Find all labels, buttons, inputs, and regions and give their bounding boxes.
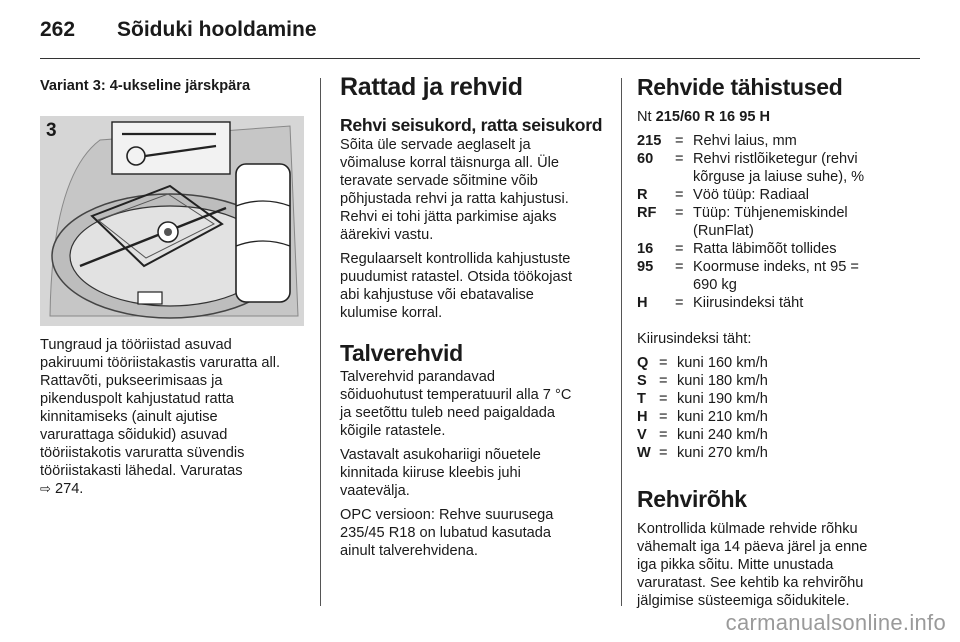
paragraph: [340, 136, 610, 244]
tool-kit-illustration: [40, 116, 304, 326]
equals-sign: =: [659, 391, 668, 407]
reference-arrow-icon: ⇨: [40, 481, 51, 496]
page-number: 262: [40, 18, 76, 41]
equals-sign: =: [675, 259, 684, 275]
text-line: tööriistakasti lähedal. Varuratas: [40, 463, 243, 479]
designation-row: [637, 150, 907, 186]
designation-meaning: Koormuse indeks, nt 95 = 690 kg: [693, 259, 859, 293]
equals-sign: =: [659, 427, 668, 443]
text-line: iga pikka sõitu. Mitte unustada: [637, 557, 834, 573]
figure-number: 3: [46, 120, 57, 141]
equals-sign: =: [675, 187, 684, 203]
text-line: puudumist ratastel. Otsida töökojast: [340, 269, 572, 285]
text-line: teravate servade sõitmine võib: [340, 173, 538, 189]
designation-term: R: [637, 187, 648, 203]
designation-term: 16: [637, 241, 654, 257]
text-line: põhjustada rehvi ja ratta kahjustusi.: [340, 191, 569, 207]
paragraph: [340, 250, 610, 322]
speed-letter: S: [637, 373, 647, 389]
speed-letter: T: [637, 391, 646, 407]
middle-column: [340, 72, 610, 560]
designation-row: [637, 132, 907, 150]
text-line: Sõita üle servade aeglaselt ja: [340, 137, 531, 153]
text-line: ja seetõttu tuleb need paigaldada: [340, 405, 556, 421]
text-line: Kontrollida külmade rehvide rõhku: [637, 521, 858, 537]
designation-term: 95: [637, 259, 654, 275]
designation-row: [637, 258, 907, 294]
speed-index-row: [637, 354, 907, 372]
reference-page: 274.: [50, 481, 84, 497]
speed-letter: H: [637, 409, 648, 425]
text-line: võimaluse korral täisnurga all. Üle: [340, 155, 559, 171]
chapter-title: Sõiduki hooldamine: [117, 18, 317, 41]
designation-term: H: [637, 295, 648, 311]
watermark: carmanualsonline.info: [725, 610, 946, 635]
text-line: varurattaga sõidukid) asuvad: [40, 427, 228, 443]
example-prefix: Nt: [637, 109, 656, 125]
text-line: vähemalt iga 14 päeva järel ja enne: [637, 539, 868, 555]
text-line: kinnitada kiiruse kleebis juhi: [340, 465, 521, 481]
text-line: vaatevälja.: [340, 483, 410, 499]
section-title: Rattad ja rehvid: [340, 73, 523, 101]
text-line: 235/45 R18 on lubatud kasutada: [340, 525, 551, 541]
text-line: OPC versioon: Rehve suurusega: [340, 507, 554, 523]
text-line: Talverehvid parandavad: [340, 369, 495, 385]
column-divider-2: [621, 78, 622, 606]
text-line: ainult talverehvidena.: [340, 543, 478, 559]
speed-letter: V: [637, 427, 647, 443]
designation-meaning: Tüüp: Tühjenemiskindel (RunFlat): [693, 205, 848, 239]
text-line: varuratast. See kehtib ka rehvirõhu: [637, 575, 864, 591]
equals-sign: =: [675, 205, 684, 221]
speed-letter: Q: [637, 355, 649, 371]
text-line: tööriistakotis varuratta süvendis: [40, 445, 245, 461]
designation-meaning: Vöö tüüp: Radiaal: [693, 187, 810, 203]
designation-term: 215: [637, 133, 662, 149]
equals-sign: =: [675, 295, 684, 311]
page-reference-link[interactable]: [40, 480, 310, 498]
text-line: kinnitamiseks (ainult ajutise: [40, 409, 218, 425]
subsection-heading: Rehvi seisukord, ratta seisukord: [340, 115, 603, 135]
subsection-heading: Rehvirõhk: [637, 486, 747, 512]
text-line: Tungraud ja tööriistad asuvad: [40, 337, 232, 353]
text-line: Regulaarselt kontrollida kahjustuste: [340, 251, 571, 267]
designation-term: RF: [637, 205, 657, 221]
text-line: Rattavõti, pukseerimisaas ja: [40, 373, 223, 389]
designation-list: [637, 132, 907, 312]
equals-sign: =: [675, 133, 684, 149]
text-line: jälgimise süsteemiga sõidukitele.: [637, 593, 850, 609]
right-column: [637, 72, 907, 610]
speed-index-list: [637, 354, 907, 462]
equals-sign: =: [659, 445, 668, 461]
speed-index-row: [637, 372, 907, 390]
designation-meaning: Ratta läbimõõt tollides: [693, 241, 837, 257]
speed-value: kuni 270 km/h: [677, 445, 768, 461]
designation-term: 60: [637, 151, 654, 167]
text-line: kulumise korral.: [340, 305, 443, 321]
paragraph: [637, 520, 907, 610]
speed-value: kuni 160 km/h: [677, 355, 768, 371]
tool-location-text: [40, 336, 310, 498]
left-column: [40, 72, 310, 498]
paragraph: [340, 446, 610, 500]
designation-meaning: Kiirusindeksi täht: [693, 295, 804, 311]
column-divider-1: [320, 78, 321, 606]
speed-value: kuni 190 km/h: [677, 391, 768, 407]
text-line: pakiruumi tööriistakastis varuratta all.: [40, 355, 281, 371]
speed-index-row: [637, 444, 907, 462]
equals-sign: =: [659, 409, 668, 425]
equals-sign: =: [659, 373, 668, 389]
designation-meaning: Rehvi ristlõiketegur (rehvi kõrguse ja laiuse suhe), %: [693, 151, 865, 185]
designation-row: [637, 186, 907, 204]
designation-row: [637, 294, 907, 312]
example-code: 215/60 R 16 95 H: [655, 109, 771, 125]
text-line: Vastavalt asukohariigi nõuetele: [340, 447, 541, 463]
example-line: [637, 108, 907, 126]
text-line: äärekivi vastu.: [340, 227, 434, 243]
speed-index-row: [637, 426, 907, 444]
equals-sign: =: [659, 355, 668, 371]
paragraph: [340, 506, 610, 560]
text-line: abi kahjustuse või ebatavalise: [340, 287, 534, 303]
speed-value: kuni 240 km/h: [677, 427, 768, 443]
text-line: pikenduspolt kahjustatud ratta: [40, 391, 234, 407]
speed-index-intro: Kiirusindeksi täht:: [637, 331, 752, 347]
text-line: kõigile ratastele.: [340, 423, 446, 439]
designation-meaning: Rehvi laius, mm: [693, 133, 797, 149]
speed-value: kuni 210 km/h: [677, 409, 768, 425]
speed-letter: W: [637, 445, 651, 461]
paragraph: [340, 368, 610, 440]
speed-index-row: [637, 390, 907, 408]
figure-caption: Variant 3: 4-ukseline järskpära: [40, 78, 251, 94]
designation-row: [637, 204, 907, 240]
text-line: Rehvi ei tohi jätta parkimise ajaks: [340, 209, 557, 225]
equals-sign: =: [675, 241, 684, 257]
subsection-heading: Talverehvid: [340, 340, 463, 366]
trunk-tools-drawing: [40, 116, 304, 326]
text-line: sõiduohutust temperatuuril alla 7 °C: [340, 387, 572, 403]
section-title: Rehvide tähistused: [637, 74, 843, 100]
equals-sign: =: [675, 151, 684, 167]
header-rule: [40, 58, 920, 59]
designation-row: [637, 240, 907, 258]
speed-index-row: [637, 408, 907, 426]
speed-value: kuni 180 km/h: [677, 373, 768, 389]
